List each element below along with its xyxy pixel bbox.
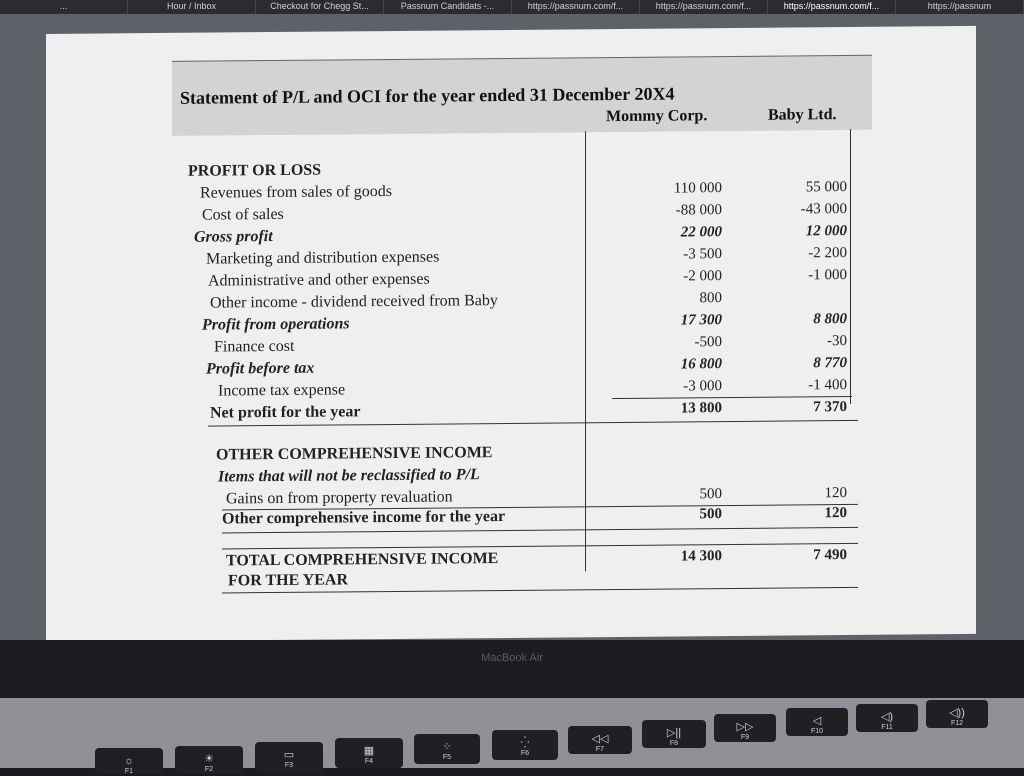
row-label: Gross profit	[194, 228, 273, 246]
row-label: Cost of sales	[202, 205, 284, 224]
row-label: Other comprehensive income for the year	[222, 507, 506, 528]
row-label: Revenues from sales of goods	[200, 182, 392, 202]
row-label: FOR THE YEAR	[228, 571, 349, 590]
keyboard-light-down-icon: ⁘	[442, 741, 452, 753]
browser-tab[interactable]: Hour / Inbox	[128, 0, 256, 14]
keyboard-light-up-key[interactable]	[492, 730, 558, 760]
fast-forward-icon: ▷▷	[736, 721, 754, 733]
row-label: OTHER COMPREHENSIVE INCOME	[216, 444, 493, 464]
key-fn-label: F11	[881, 724, 893, 731]
brightness-down-icon: ☼	[123, 755, 135, 767]
key-fn-label: F1	[124, 768, 134, 775]
statement-title: Statement of P/L and OCI for the year ended 31 December 20X4	[180, 83, 675, 108]
value-mommy: 17 300	[680, 312, 722, 329]
volume-down-key[interactable]	[856, 704, 918, 732]
row-label: Administrative and other expenses	[208, 270, 430, 290]
value-mommy: 110 000	[673, 180, 722, 197]
keyboard-light-down-key[interactable]	[414, 734, 480, 764]
value-baby: 8 800	[813, 311, 847, 328]
document-page[interactable]	[46, 26, 976, 642]
rewind-key[interactable]	[568, 726, 632, 754]
mute-key[interactable]	[786, 708, 848, 736]
fast-forward-key[interactable]	[714, 714, 776, 742]
value-mommy: 22 000	[680, 224, 722, 241]
volume-down-icon: ◁)	[880, 711, 894, 723]
brightness-down-key[interactable]	[95, 748, 163, 774]
value-baby: 120	[824, 505, 847, 522]
key-fn-label: F10	[810, 728, 824, 735]
key-fn-label: F9	[740, 734, 750, 741]
volume-up-icon: ◁))	[949, 707, 965, 719]
key-fn-label: F8	[669, 740, 679, 747]
row-label: Gains on from property revaluation	[226, 488, 453, 508]
row-label: Net profit for the year	[210, 403, 361, 422]
row-label: Items that will not be reclassified to P/L	[218, 466, 480, 486]
row-label: Finance cost	[214, 337, 295, 356]
brightness-up-key[interactable]	[175, 746, 243, 774]
financial-statement-table	[172, 55, 872, 591]
row-label: TOTAL COMPREHENSIVE INCOME	[226, 550, 499, 570]
mute-icon: ◁	[812, 715, 822, 727]
laptop-brand-label: MacBook Air	[481, 652, 543, 664]
column-header-mommy-corp: Mommy Corp.	[606, 107, 708, 126]
key-fn-label: F6	[520, 750, 530, 757]
browser-tab[interactable]: https://passnum	[896, 0, 1024, 14]
value-baby: 120	[824, 485, 847, 502]
play-pause-key[interactable]	[642, 720, 706, 748]
statement-header	[172, 55, 872, 136]
row-label: Income tax expense	[218, 381, 346, 400]
value-mommy: 14 300	[680, 548, 722, 565]
value-mommy: -88 000	[675, 202, 722, 219]
row-label: Marketing and distribution expenses	[206, 248, 440, 268]
browser-tab[interactable]: Checkout for Chegg St...	[256, 0, 384, 14]
value-baby: 12 000	[805, 223, 847, 240]
value-baby: -1 000	[808, 267, 847, 284]
column-header-baby-ltd: Baby Ltd.	[768, 106, 837, 124]
browser-tab-active[interactable]: https://passnum.com/f...	[768, 0, 896, 14]
value-mommy: 800	[699, 290, 722, 307]
value-baby: 7 490	[813, 547, 847, 564]
brightness-up-icon: ☀	[204, 753, 214, 765]
row-label: Other income - dividend received from Baby	[210, 292, 498, 312]
row-label: Profit before tax	[206, 359, 315, 378]
value-baby: -1 400	[808, 377, 847, 394]
value-mommy: -3 500	[683, 246, 722, 263]
key-fn-label: F2	[204, 766, 214, 773]
key-fn-label: F12	[950, 720, 964, 727]
laptop-keyboard	[0, 698, 1024, 775]
key-fn-label: F4	[364, 758, 374, 765]
key-fn-label: F3	[284, 762, 294, 769]
value-baby: 7 370	[813, 399, 847, 416]
browser-tab[interactable]: https://passnum.com/f...	[640, 0, 768, 14]
browser-tab[interactable]: ...	[0, 0, 128, 14]
row-label: PROFIT OR LOSS	[188, 161, 322, 180]
volume-up-key[interactable]	[926, 700, 988, 728]
browser-tab[interactable]: Passnum Candidats -...	[384, 0, 512, 14]
value-mommy: 500	[699, 486, 722, 503]
play-pause-icon: ▷||	[666, 727, 682, 739]
key-fn-label: F7	[595, 746, 605, 753]
value-baby: -43 000	[800, 201, 847, 218]
value-mommy: -3 000	[683, 378, 722, 395]
value-mommy: -500	[694, 334, 722, 351]
launchpad-key[interactable]	[335, 738, 403, 768]
value-baby: -2 200	[808, 245, 847, 262]
launchpad-icon: ▦	[363, 745, 375, 757]
row-label: Profit from operations	[202, 315, 350, 334]
value-mommy: 16 800	[680, 356, 722, 373]
value-baby: 55 000	[805, 179, 847, 196]
browser-tab[interactable]: https://passnum.com/f...	[512, 0, 640, 14]
browser-tab-bar	[0, 0, 1024, 14]
rewind-icon: ◁◁	[591, 733, 609, 745]
laptop-bezel	[0, 640, 1024, 698]
laptop-screen	[0, 14, 1024, 640]
value-baby: -30	[827, 333, 847, 350]
key-fn-label: F5	[442, 754, 452, 761]
value-baby: 8 770	[813, 355, 847, 372]
value-mommy: -2 000	[683, 268, 722, 285]
mission-control-icon: ▭	[283, 749, 295, 761]
value-mommy: 500	[699, 506, 722, 523]
keyboard-light-up-icon: ⁛	[520, 737, 530, 749]
value-mommy: 13 800	[680, 400, 722, 417]
